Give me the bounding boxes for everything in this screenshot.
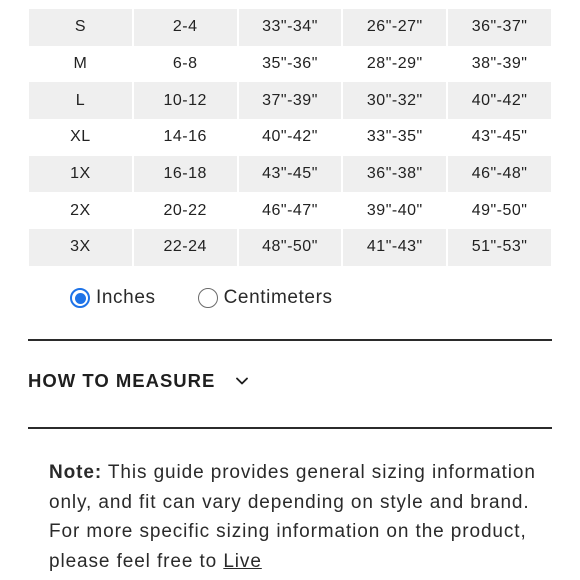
table-cell: 43"-45" [239, 156, 344, 193]
table-cell: 2-4 [134, 9, 239, 46]
inches-option[interactable] [70, 287, 156, 309]
table-row [29, 192, 551, 229]
table-cell: 6-8 [134, 46, 239, 83]
table-row [29, 156, 551, 193]
inches-label: Inches [96, 287, 156, 308]
table-cell: 38"-39" [471, 55, 528, 73]
table-cell: 26"-27" [343, 9, 448, 46]
table-cell: XL [29, 119, 134, 156]
table-cell: 41"-43" [343, 229, 448, 266]
table-cell: 2X [29, 192, 134, 229]
table-cell: 30"-32" [343, 82, 448, 119]
table-cell: S [29, 9, 134, 46]
table-cell: 3X [29, 229, 134, 266]
centimeters-radio[interactable] [198, 288, 218, 308]
note-label: Note: [49, 462, 103, 483]
how-to-measure-title: HOW TO MEASURE [28, 370, 216, 391]
table-cell: 39"-40" [343, 192, 448, 229]
table-cell: 22-24 [134, 229, 239, 266]
table-cell: 33"-34" [239, 9, 344, 46]
table-cell: 37"-39" [239, 82, 344, 119]
table-cell: 10-12 [134, 82, 239, 119]
divider [28, 339, 552, 341]
table-cell: 36"-37" [448, 9, 551, 46]
centimeters-option[interactable] [198, 287, 333, 309]
table-cell: 16-18 [134, 156, 239, 193]
chevron-down-icon [235, 374, 249, 388]
table-cell: 48"-50" [239, 229, 344, 266]
sizing-note [49, 458, 549, 576]
table-cell: 46"-48" [448, 156, 551, 193]
table-cell: 40"-42" [239, 119, 344, 156]
table-cell: 20-22 [134, 192, 239, 229]
table-cell: 14-16 [134, 119, 239, 156]
table-cell: L [29, 82, 134, 119]
divider [28, 427, 552, 429]
table-cell: 40"-42" [448, 82, 551, 119]
live-chat-link[interactable]: Live [223, 550, 262, 572]
table-row [29, 82, 551, 119]
table-cell: 36"-38" [343, 156, 448, 193]
table-cell: 46"-47" [239, 192, 344, 229]
table-row [29, 229, 551, 266]
unit-toggle [70, 287, 375, 309]
table-cell: M [29, 46, 134, 83]
table-cell: 1X [29, 156, 134, 193]
table-row [29, 46, 551, 83]
how-to-measure-toggle[interactable] [28, 370, 249, 392]
inches-radio[interactable] [70, 288, 90, 308]
table-cell: 35"-36" [239, 46, 344, 83]
table-cell: 51"-53" [448, 229, 551, 266]
table-cell: 49"-50" [471, 201, 528, 219]
size-chart-table [29, 9, 551, 266]
centimeters-label: Centimeters [223, 287, 333, 308]
table-cell: 43"-45" [471, 128, 528, 146]
note-text: This guide provides general sizing information only, and fit can vary depending on style and brand. For more specific sizing information on the product, please feel free to [49, 462, 536, 572]
table-cell: 33"-35" [343, 119, 448, 156]
table-row [29, 119, 551, 156]
table-cell: 28"-29" [343, 46, 448, 83]
table-row [29, 9, 551, 46]
